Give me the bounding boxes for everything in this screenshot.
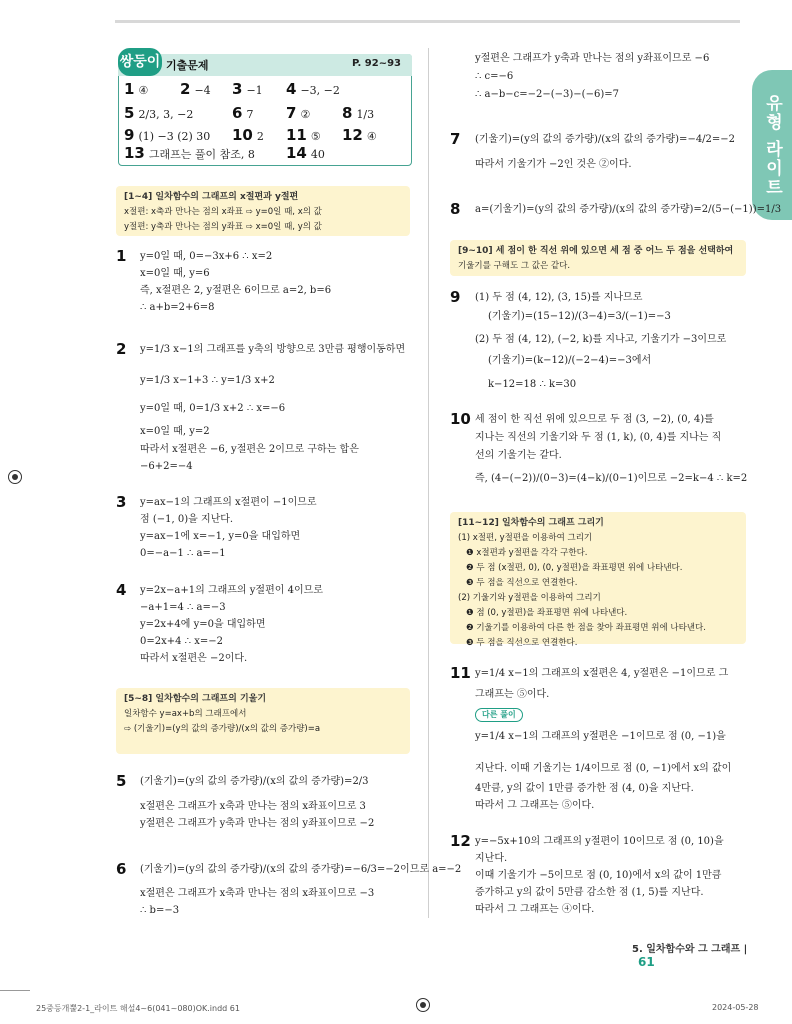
tip-line: ❶ 점 (0, y절편)을 좌표평면 위에 나타낸다. <box>466 608 628 618</box>
solution-line: 따라서 x절편은 −2이다. <box>140 653 248 664</box>
solution-line: 이때 기울기가 −5이므로 점 (0, 10)에서 x의 값이 1만큼 <box>475 870 722 881</box>
tip-line: (1) x절편, y절편을 이용하여 그리기 <box>458 533 593 543</box>
tip-box <box>450 240 746 276</box>
answer-value: ④ <box>138 84 149 97</box>
tip-line: ❷ 두 점 (x절편, 0), (0, y절편)을 좌표평면 위에 나타낸다. <box>466 563 683 573</box>
question-number: 6 <box>116 860 127 878</box>
print-date: 2024-05-28 <box>712 1003 759 1012</box>
answer-value: 40 <box>310 148 325 161</box>
page-range: P. 92~93 <box>352 58 401 69</box>
alt-solution-badge: 다른 풀이 <box>475 708 523 722</box>
tip-line: x절편: x축과 만나는 점의 x좌표 ⇨ y=0일 때, x의 값 <box>124 207 322 217</box>
solution-line: (기울기)=(y의 값의 증가량)/(x의 값의 증가량)=−6/3=−2이므로 a=−2 <box>140 864 462 875</box>
solution-line: 4만큼, y의 값이 1만큼 증가한 점 (4, 0)을 지난다. <box>475 783 694 794</box>
tip-title: [11~12] 일차함수의 그래프 그리기 <box>458 518 604 528</box>
page-footer: 5. 일차함수와 그 그래프 | 61 <box>632 944 748 969</box>
answer-number: 4 <box>286 80 297 98</box>
answer-row <box>124 104 409 122</box>
tip-line: ❶ x절편과 y절편을 각각 구한다. <box>466 548 588 558</box>
tip-line: y절편: y축과 만나는 점의 y좌표 ⇨ x=0일 때, y의 값 <box>124 222 322 232</box>
answer-number: 9 <box>124 126 135 144</box>
answer-number: 2 <box>180 80 191 98</box>
side-tab-label: 유형 라이트 <box>762 94 782 197</box>
solution-line: y절편은 그래프가 y축과 만나는 점의 y좌표이므로 −6 <box>475 53 710 64</box>
solution-line: y=1/4 x−1의 그래프의 x절편은 4, y절편은 −1이므로 그 <box>475 668 729 679</box>
question-number: 3 <box>116 493 127 511</box>
tip-title: [5~8] 일차함수의 그래프의 기울기 <box>124 694 267 704</box>
answer-value: −3, −2 <box>300 84 340 97</box>
tip-line: ❸ 두 점을 직선으로 연결한다. <box>466 638 578 648</box>
answer-value: 2/3, 3, −2 <box>138 108 194 121</box>
solution-line: 증가하고 y의 값이 5만큼 감소한 점 (1, 5)를 지난다. <box>475 887 704 898</box>
solution-line: y=2x+4에 y=0을 대입하면 <box>140 619 266 630</box>
solution-line: 세 점이 한 직선 위에 있으므로 두 점 (3, −2), (0, 4)를 <box>475 414 714 425</box>
question-number: 10 <box>450 410 471 428</box>
section-badge: 쌍둥이 <box>118 48 162 76</box>
solution-line: ∴ b=−3 <box>140 905 180 916</box>
solution-line: 지난다. 이때 기울기는 1/4이므로 점 (0, −1)에서 x의 값이 <box>475 763 732 774</box>
page-number: 61 <box>638 955 655 969</box>
solution-line: ∴ c=−6 <box>475 71 514 82</box>
answer-number: 5 <box>124 104 135 122</box>
solution-line: y절편은 그래프가 y축과 만나는 점의 y좌표이므로 −2 <box>140 818 375 829</box>
solution-line: y=1/3 x−1+3 ∴ y=1/3 x+2 <box>140 375 275 386</box>
answer-number: 12 <box>342 126 363 144</box>
tip-title: [9~10] 세 점이 한 직선 위에 있으면 세 점 중 어느 두 점을 선택하여 <box>458 246 734 256</box>
answer-row <box>124 80 409 98</box>
answer-value: −4 <box>194 84 211 97</box>
section-title: 기출문제 <box>166 59 209 72</box>
solution-line: (기울기)=(k−12)/(−2−4)=−3에서 <box>488 355 652 366</box>
tip-box <box>116 186 410 236</box>
chapter-title: 5. 일차함수와 그 그래프 <box>632 944 741 955</box>
answer-value: −1 <box>246 84 263 97</box>
question-number: 12 <box>450 832 471 850</box>
answer-value: 7 <box>246 108 254 121</box>
solution-line: (기울기)=(y의 값의 증가량)/(x의 값의 증가량)=−4/2=−2 <box>475 134 736 145</box>
answer-row <box>124 144 409 162</box>
solution-line: (2) 두 점 (4, 12), (−2, k)를 지나고, 기울기가 −3이므로 <box>475 334 727 345</box>
solution-line: 그래프는 ⑤이다. <box>475 689 550 700</box>
answer-value: ⑤ <box>310 130 321 143</box>
top-rule <box>115 20 740 23</box>
solution-line: (기울기)=(15−12)/(3−4)=3/(−1)=−3 <box>488 311 671 322</box>
answer-value: (1) −3 (2) 30 <box>138 130 211 143</box>
solution-line: 즉, x절편은 2, y절편은 6이므로 a=2, b=6 <box>140 285 332 296</box>
solution-line: y=1/3 x−1의 그래프를 y축의 방향으로 3만큼 평행이동하면 <box>140 344 406 355</box>
column-divider <box>428 48 429 918</box>
solution-line: 점 (−1, 0)을 지난다. <box>140 514 234 525</box>
solution-line: −a+1=4 ∴ a=−3 <box>140 602 226 613</box>
solution-line: k−12=18 ∴ k=30 <box>488 379 577 390</box>
answer-value: 1/3 <box>356 108 375 121</box>
answer-number: 7 <box>286 104 297 122</box>
solution-line: 지난다. <box>475 853 508 864</box>
question-number: 7 <box>450 130 461 148</box>
solution-line: x=0일 때, y=2 <box>140 426 210 437</box>
question-number: 2 <box>116 340 127 358</box>
solution-line: 따라서 기울기가 −2인 것은 ②이다. <box>475 159 632 170</box>
solution-line: x절편은 그래프가 x축과 만나는 점의 x좌표이므로 −3 <box>140 888 375 899</box>
solution-line: 즉, (4−(−2))/(0−3)=(4−k)/(0−1)이므로 −2=k−4 ∴ k=2 <box>475 473 748 484</box>
solution-line: 따라서 그 그래프는 ④이다. <box>475 904 595 915</box>
solution-line: x=0일 때, y=6 <box>140 268 210 279</box>
tip-line: ❸ 두 점을 직선으로 연결한다. <box>466 578 578 588</box>
answer-value: 2 <box>256 130 264 143</box>
answer-value: 그래프는 풀이 참조, 8 <box>148 148 255 161</box>
solution-line: y=0일 때, 0=−3x+6 ∴ x=2 <box>140 251 273 262</box>
solution-line: 따라서 그 그래프는 ⑤이다. <box>475 800 595 811</box>
tip-box <box>450 512 746 648</box>
solution-line: y=ax−1의 그래프의 x절편이 −1이므로 <box>140 497 317 508</box>
registration-mark-icon <box>8 470 22 484</box>
tip-line: 기울기를 구해도 그 값은 같다. <box>458 261 571 271</box>
question-number: 11 <box>450 664 471 682</box>
question-number: 4 <box>116 581 127 599</box>
solution-line: (1) 두 점 (4, 12), (3, 15)를 지나므로 <box>475 292 643 303</box>
solution-line: −6+2=−4 <box>140 461 193 472</box>
side-tab <box>752 70 792 220</box>
solution-line: ∴ a+b=2+6=8 <box>140 302 215 313</box>
answer-number: 13 <box>124 144 145 162</box>
solution-line: ∴ a−b−c=−2−(−3)−(−6)=7 <box>475 89 619 100</box>
solution-line: 선의 기울기는 같다. <box>475 450 562 461</box>
solution-line: a=(기울기)=(y의 값의 증가량)/(x의 값의 증가량)=2/(5−(−1))=1/3 <box>475 204 782 215</box>
answer-number: 11 <box>286 126 307 144</box>
solution-line: y=0일 때, 0=1/3 x+2 ∴ x=−6 <box>140 403 286 414</box>
registration-mark-icon <box>416 998 430 1012</box>
answer-number: 1 <box>124 80 135 98</box>
answer-value: ② <box>300 108 311 121</box>
file-name: 25중등개뿔2-1_라이트 해설4~6(041~080)OK.indd 61 <box>36 1004 240 1013</box>
solution-line: y=2x−a+1의 그래프의 y절편이 4이므로 <box>140 585 323 596</box>
tip-line: 일차함수 y=ax+b의 그래프에서 <box>124 709 247 719</box>
footer-rule <box>0 990 30 991</box>
solution-line: 따라서 x절편은 −6, y절편은 2이므로 구하는 합은 <box>140 444 359 455</box>
answer-number: 6 <box>232 104 243 122</box>
solution-line: y=ax−1에 x=−1, y=0을 대입하면 <box>140 531 301 542</box>
question-number: 1 <box>116 247 127 265</box>
question-number: 5 <box>116 772 127 790</box>
answer-number: 3 <box>232 80 243 98</box>
solution-line: x절편은 그래프가 x축과 만나는 점의 x좌표이므로 3 <box>140 801 366 812</box>
question-number: 9 <box>450 288 461 306</box>
answer-row <box>124 126 409 144</box>
solution-line: 0=−a−1 ∴ a=−1 <box>140 548 226 559</box>
tip-line: ⇨ (기울기)=(y의 값의 증가량)/(x의 값의 증가량)=a <box>124 724 321 734</box>
solution-line: 지나는 직선의 기울기와 두 점 (1, k), (0, 4)를 지나는 직 <box>475 432 722 443</box>
tip-title: [1~4] 일차함수의 그래프의 x절편과 y절편 <box>124 192 299 202</box>
question-number: 8 <box>450 200 461 218</box>
solution-line: 0=2x+4 ∴ x=−2 <box>140 636 223 647</box>
tip-line: (2) 기울기와 y절편을 이용하여 그리기 <box>458 593 601 603</box>
solution-line: (기울기)=(y의 값의 증가량)/(x의 값의 증가량)=2/3 <box>140 776 369 787</box>
tip-box <box>116 688 410 754</box>
answer-number: 14 <box>286 144 307 162</box>
answer-value: ④ <box>366 130 377 143</box>
solution-line: y=−5x+10의 그래프의 y절편이 10이므로 점 (0, 10)을 <box>475 836 724 847</box>
answer-number: 8 <box>342 104 353 122</box>
tip-line: ❷ 기울기를 이용하여 다른 한 점을 찾아 좌표평면 위에 나타낸다. <box>466 623 706 633</box>
answer-number: 10 <box>232 126 253 144</box>
solution-line: y=1/4 x−1의 그래프의 y절편은 −1이므로 점 (0, −1)을 <box>475 731 726 742</box>
